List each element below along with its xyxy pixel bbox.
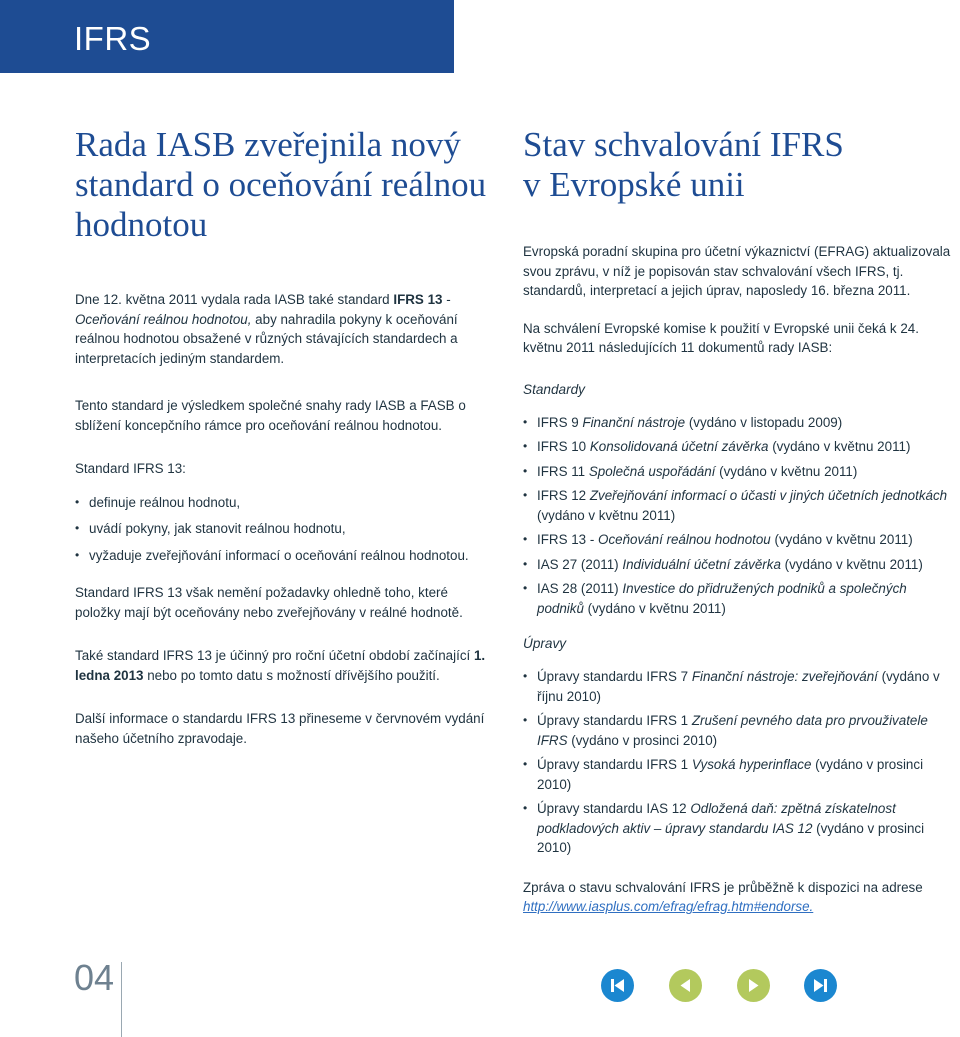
right-paragraph-2: Na schválení Evropské komise k použití v Evropské unii čeká k 24. květnu 2011 následujících 11 dokumentů rady IASB: [523,320,919,355]
amendments-list [523,667,953,858]
item-date: (vydáno v prosinci 2010) [537,820,925,855]
standards-subheading: Standardy [523,381,585,397]
report-paragraph [523,878,953,917]
item-code: IFRS 12 [537,488,590,503]
list-item [523,462,953,482]
item-title: Vysoká hyperinflace [691,757,812,772]
list-item [523,486,953,525]
right-column [523,125,953,917]
report-text: Zpráva o stavu schvalování IFRS je průběžně k dispozici na adrese [523,879,923,895]
left-headline-line: hodnotou [75,205,208,244]
page-number-divider [121,962,122,1037]
item-date: (vydáno v květnu 2011) [583,600,726,616]
right-headline [523,125,953,205]
item-code: IFRS 10 [537,439,590,454]
list-item [523,579,953,618]
item-title: Individuální účetní závěrka [622,556,781,572]
item-date: (vydáno v říjnu 2010) [537,669,940,704]
item-date: (vydáno v květnu 2011) [780,556,923,572]
left-paragraph-3: Standard IFRS 13: [75,461,186,476]
list-item [523,413,953,433]
item-code: IAS 28 (2011) [537,581,623,596]
item-code: IFRS 9 [537,414,583,430]
para5-date-bold: 1. ledna 2013 [75,648,486,683]
left-paragraph-6: Další informace o standardu IFRS 13 přineseme v červnovém vydání našeho účetního zpravodaje. [75,711,485,746]
left-paragraph-5 [75,646,495,685]
item-title: Finanční nástroje [582,414,686,430]
left-headline-line: Rada IASB zveřejnila nový [75,125,461,164]
item-code: Úpravy standardu IFRS 7 [537,669,692,684]
last-page-button[interactable] [804,969,837,1002]
list-item [523,530,953,550]
ifrs13-bullet-list [75,493,495,566]
list-item [523,711,953,750]
list-item: • vyžaduje zveřejňování informací o oceňování reálnou hodnotou. [75,546,495,566]
item-date: (vydáno v květnu 2011) [715,463,858,479]
item-title: Společná uspořádání [588,463,716,479]
item-date: (vydáno v květnu 2011) [770,532,913,547]
amendments-subheading: Úpravy [523,636,567,651]
item-title: Investice do přidružených podniků a společných podniků [537,581,907,616]
intro-text-rest: aby nahradila pokyny k oceňování reálnou hodnotou obsažené v různých stávajících standardech a interpretacích jediným standardem. [75,311,458,366]
item-title: Konsolidovaná účetní závěrka [589,439,769,454]
last-page-icon [804,969,837,1002]
list-item [523,755,953,794]
para5-text-rest: nebo po tomto datu s možností dřívějšího použití. [143,667,440,683]
intro-dash: - [442,292,451,307]
list-item [523,667,953,706]
next-page-icon [737,969,770,1002]
left-intro-paragraph [75,290,495,368]
right-headline-line: Stav schvalování IFRS [523,125,844,164]
item-title: Zveřejňování informací o účasti v jiných účetních jednotkách [589,488,948,503]
item-code: Úpravy standardu IAS 12 [537,801,691,816]
item-date: (vydáno v prosinci 2010) [537,757,924,792]
right-paragraph-1: Evropská poradní skupina pro účetní výkaznictví (EFRAG) aktualizovala svou zprávu, v níž je popisován stav schvalování všech IFRS, tj. standardů, interpretací a jejich úprav, naposledy 16. března 2011. [523,244,951,298]
next-page-button[interactable] [737,969,770,1002]
left-paragraph-2: Tento standard je výsledkem společné snahy rady IASB a FASB o sblížení koncepčního rámce pro oceňování reálnou hodnotou. [75,398,466,433]
item-date: (vydáno v listopadu 2009) [685,414,843,430]
standards-list [523,413,953,619]
first-page-button[interactable] [601,969,634,1002]
item-code: IFRS 13 - [537,532,599,547]
item-date: (vydáno v květnu 2011) [537,507,676,523]
intro-standard-title: Oceňování reálnou hodnotou, [75,311,252,327]
left-column [75,125,495,748]
right-headline-line: v Evropské unii [523,165,745,204]
item-title: Finanční nástroje: zveřejňování [691,669,878,684]
item-code: IAS 27 (2011) [537,556,623,572]
para5-text: Také standard IFRS 13 je účinný pro roční účetní období začínající [75,648,474,663]
item-title: Odložená daň: zpětná získatelnost podkladových aktiv – úpravy standardu IAS 12 [537,801,896,836]
item-code: IFRS 11 [537,463,589,479]
list-item [523,555,953,575]
item-date: (vydáno v prosinci 2010) [567,732,718,748]
intro-standard-bold: IFRS 13 [393,292,443,307]
efrag-report-link[interactable]: http://www.iasplus.com/efrag/efrag.htm#endorse. [523,899,814,914]
left-headline-line: standard o oceňování reálnou [75,165,487,204]
previous-page-button[interactable] [669,969,702,1002]
list-item [523,799,953,858]
list-item: • uvádí pokyny, jak stanovit reálnou hodnotu, [75,519,495,539]
left-headline [75,125,495,245]
first-page-icon [601,969,634,1002]
item-code: Úpravy standardu IFRS 1 [537,713,692,728]
header-title: IFRS [74,20,152,57]
page-number: 04 [74,957,115,998]
intro-text: Dne 12. května 2011 vydala rada IASB také standard [75,292,394,307]
item-title: Oceňování reálnou hodnotou [598,532,771,547]
item-date: (vydáno v květnu 2011) [768,439,911,454]
previous-page-icon [669,969,702,1002]
list-item [523,437,953,457]
list-item: • definuje reálnou hodnotu, [75,493,495,513]
left-paragraph-4: Standard IFRS 13 však nemění požadavky ohledně toho, které položky mají být oceňovány nebo zveřejňovány v reálné hodnotě. [75,585,463,620]
item-code: Úpravy standardu IFRS 1 [537,757,692,772]
item-title: Zrušení pevného data pro prvouživatele IFRS [537,713,928,748]
header-banner [0,0,454,73]
